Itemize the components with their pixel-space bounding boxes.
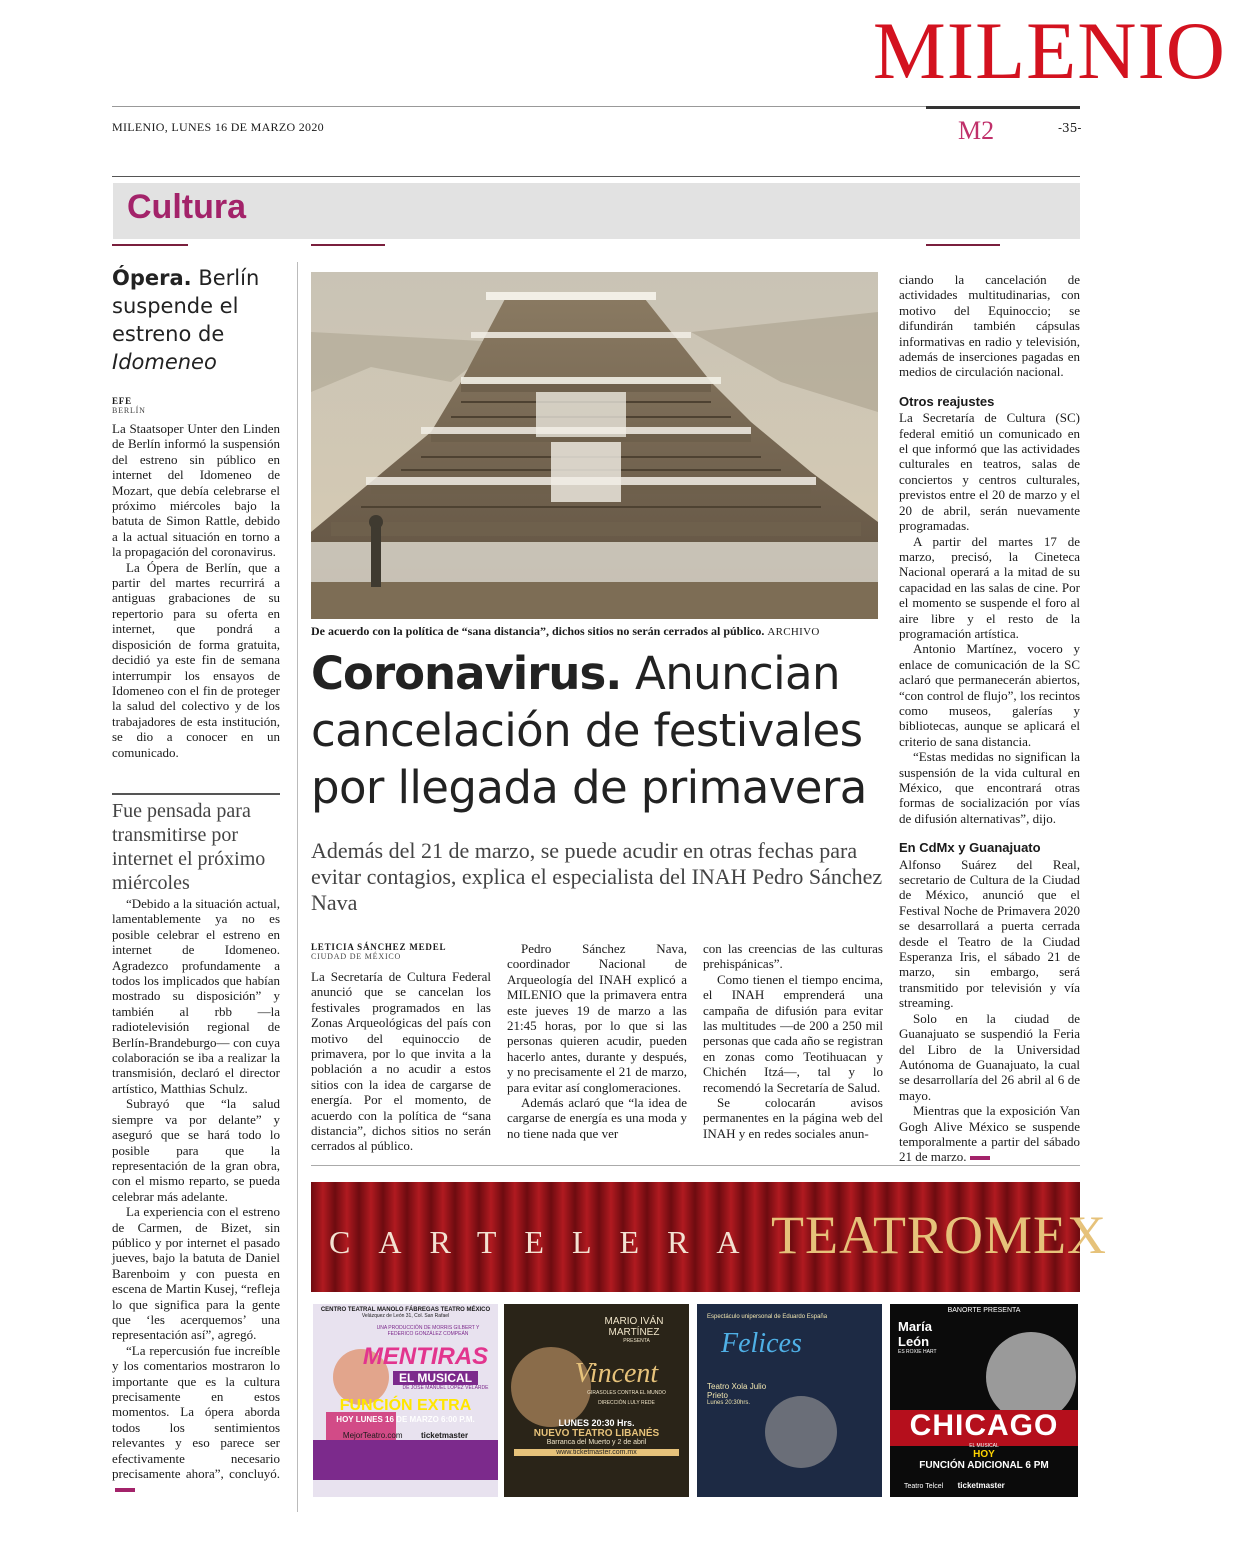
vincent-venue: NUEVO TEATRO LIBANÉS xyxy=(533,1428,660,1439)
brief-paragraph: La Ópera de Berlín, que a partir del martes recurrirá a antiguas grabaciones de su repertorio para su oferta en internet, que pondrá a disposición de forma gratuita, decidió ya este fin de semana interrumpir los ensayos de Idomeneo con el fin de proteger la salud del colectivo y de los trabajadores de esta institución, se dio a conocer en un comunicado. xyxy=(112,559,280,760)
author-city: CIUDAD DE MÉXICO xyxy=(311,952,402,961)
felices-top: Espectáculo unipersonal de Eduardo España xyxy=(707,1314,828,1320)
ad-panel-felices[interactable] xyxy=(697,1304,882,1497)
main-paragraph: La Secretaría de Cultura Federal anunció que se cancelan los festivales programados en las Zonas Arqueológicas del país con motivo del equinoccio de primavera, por lo que invita a la población a no acudir a estos sitios con la idea de cargarse de energía. Por el momento, de acuerdo con la política de “sana distancia”, dichos sitios no serán cerrados al público. xyxy=(311,969,491,1154)
brief-pullquote: Fue pensada para transmitirse por internet el próximo miércoles xyxy=(112,793,280,895)
end-mark xyxy=(970,1156,990,1160)
chicago-sponsor: BANORTE PRESENTA xyxy=(947,1307,1021,1314)
vincent-site: www.ticketmaster.com.mx xyxy=(514,1449,679,1456)
milenio-logo: MILENIO xyxy=(872,5,1226,96)
main-paragraph: La Secretaría de Cultura (SC) federal emitió un comunicado en el que informó que las actividades culturales en teatros, salas de conciertos y centros culturales, previstos entre el 20 de marzo y el 20 de abril, serán nuevamente programadas. xyxy=(899,410,1080,534)
subhead-cdmx-guanajuato: En CdMx y Guanajuato xyxy=(899,840,1041,856)
chicago-function: FUNCIÓN ADICIONAL 6 PM xyxy=(919,1460,1049,1471)
main-paragraph: A partir del martes 17 de marzo, precisó, la Cineteca Nacional operará a la mitad de su capacidad en las salas de cine. Por el momento se suspende el foro al aire libre y el resto de la programación artística. xyxy=(899,533,1080,641)
column-divider xyxy=(297,262,298,1512)
chicago-hoy: HOY xyxy=(973,1449,995,1460)
header-rule-bottom xyxy=(112,176,1080,177)
brief-paragraph: “Debido a la situación actual, lamentablemente ya no es posible celebrar el estreno en internet de Idomeneo. Agradezco profundamente a todos los implicados que habían mostrado su disposición” y también al rbb —la radiotelevisión regional de Berlín-Brandeburgo— con cuya colaboración se iba a realizar la transmisión, declaró el director artístico, Matthias Schulz. xyxy=(112,896,280,1096)
section-banner xyxy=(113,183,1080,239)
ad-panel-chicago[interactable] xyxy=(890,1304,1078,1497)
ad-cartelera: CARTELERA xyxy=(329,1224,768,1260)
main-headline xyxy=(311,645,891,816)
section-title: Cultura xyxy=(127,188,246,226)
caption-credit: ARCHIVO xyxy=(767,626,820,638)
column-rule-right xyxy=(926,244,1000,246)
mentiras-venue: CENTRO TEATRAL MANOLO FÁBREGAS TEATRO MÉXICO xyxy=(320,1307,491,1313)
main-paragraph: “Estas medidas no significan la suspensión de la vida cultural en México, que encontrará otras formas de socialización por vías de difusión alternativas”, dijo. xyxy=(899,749,1080,826)
teatromex-ad xyxy=(311,1182,1107,1497)
brief-body-bottom xyxy=(112,896,280,1497)
brief-kicker: Ópera. xyxy=(112,266,192,290)
brief-title: Berlín suspende el estreno de xyxy=(112,266,260,346)
vincent-subtitle: GIRASOLES CONTRA EL MUNDO xyxy=(587,1390,666,1396)
mentiras-extra: FUNCIÓN EXTRA xyxy=(339,1397,472,1414)
main-column-3 xyxy=(703,941,883,1141)
main-column-1 xyxy=(311,969,491,1154)
section-code: M2 xyxy=(958,116,995,145)
brief-paragraph: La experiencia con el estreno de Carmen, de Bizet, sin público y por internet el pasado jueves, bajo la batuta de Daniel Barenboim y con puesta en escena de Martin Kusej, “refleja lo que significa para la gente que ‘les acerquemos’ una representación así”, agregó. xyxy=(112,1204,280,1343)
brief-city: BERLÍN xyxy=(112,406,146,415)
ad-top-rule xyxy=(311,1165,1080,1166)
ad-panel-mentiras[interactable] xyxy=(313,1304,498,1497)
column-rule-left xyxy=(112,244,188,246)
mentiras-author: DE JOSÉ MANUEL LÓPEZ VELARDE xyxy=(402,1385,489,1391)
main-paragraph: Alfonso Suárez del Real, secretario de Cultura de la Ciudad de México, anunció que el Festival Noche de Primavera 2020 se desarrollará a puerta cerrada desde el Teatro de la Ciudad Esperanza Iris, el sábado 21 de marzo, sin embargo, será transmitido por televisión y vía streaming. xyxy=(899,856,1080,1011)
mentiras-date: HOY LUNES 16 DE MARZO 6:00 P.M. xyxy=(336,1415,475,1424)
headline-kicker: Coronavirus. xyxy=(311,647,622,700)
vincent-director: DIRECCIÓN LULY REDE xyxy=(598,1400,655,1406)
main-byline xyxy=(311,942,446,961)
mentiras-producer: UNA PRODUCCIÓN DE MORRIS GILBERT Y FEDERICO GONZÁLEZ COMPEÁN xyxy=(376,1325,480,1337)
chicago-actress: María León xyxy=(898,1319,932,1349)
chicago-venue: Teatro Telcel xyxy=(904,1483,944,1490)
vincent-time: LUNES 20:30 Hrs. xyxy=(558,1418,635,1428)
vincent-address: Barranca del Muerto y 2 de abril xyxy=(546,1439,647,1446)
edition-date: MILENIO, LUNES 16 DE MARZO 2020 xyxy=(112,120,324,134)
brief-agency: EFE xyxy=(112,396,132,406)
brief-body-top xyxy=(112,421,280,760)
chicago-subtitle: EL MUSICAL xyxy=(969,1443,999,1449)
ad-brand: TEATROMEX xyxy=(771,1205,1107,1265)
mentiras-subtitle: EL MUSICAL xyxy=(393,1371,478,1385)
brief-title-em: Idomeneo xyxy=(112,350,217,374)
mentiras-address: Velázquez de León 31, Col. San Rafael xyxy=(361,1313,450,1319)
brief-byline xyxy=(112,396,146,415)
main-column-4 xyxy=(899,272,1080,1165)
vincent-actor: MARIO IVÁN MARTÍNEZ xyxy=(604,1316,664,1338)
end-mark xyxy=(115,1488,135,1492)
header-accent xyxy=(926,106,1080,109)
pyramid-photo xyxy=(311,272,878,619)
main-dek: Además del 21 de marzo, se puede acudir en otras fechas para evitar contagios, explica el especialista del INAH Pedro Sánchez Nava xyxy=(311,838,883,915)
main-paragraph: Solo en la ciudad de Guanajuato se suspendió la Feria del Libro de la Universidad Autónoma de Guanajuato, la cual se desarrollaría del 26 abril al 6 de mayo. xyxy=(899,1010,1080,1103)
brief-paragraph: Subrayó que “la salud siempre va por delante” y aseguró que se hará todo lo posible para que la representación de la gran obra, con el mismo reparto, se pueda celebrar más adelante. xyxy=(112,1096,280,1204)
photo-caption xyxy=(311,624,891,639)
vincent-title: Vincent xyxy=(574,1358,659,1389)
chicago-title: CHICAGO xyxy=(909,1409,1059,1442)
mentiras-ticketmaster: ticketmaster xyxy=(420,1431,469,1440)
mentiras-title: MENTIRAS xyxy=(362,1343,489,1370)
subhead-otros-reajustes: Otros reajustes xyxy=(899,393,995,409)
main-paragraph: Pedro Sánchez Nava, coordinador Nacional de Arqueología del INAH explicó a MILENIO que la primavera entra este jueves 19 de marzo a las 21:45 horas, por lo que si las personas quieren acudir, pueden hacerlo antes, durante y después, y no precisamente el 21 de marzo, para evitar así conglomeraciones. xyxy=(507,941,687,1095)
pyramid-of-the-moon-image xyxy=(311,272,878,619)
vincent-presenta: PRESENTA xyxy=(623,1338,650,1344)
page-number: -35- xyxy=(1058,121,1082,135)
main-paragraph: ciando la cancelación de actividades multitudinarias, con motivo del Equinoccio; se difundirán también cápsulas informativas en radio y televisión, además de inserciones pagadas en medios de circulación nacional. xyxy=(899,272,1080,380)
felices-title: Felices xyxy=(721,1328,802,1359)
ad-panel-vincent[interactable] xyxy=(504,1304,689,1497)
main-paragraph: con las creencias de las culturas prehispánicas”. xyxy=(703,941,883,972)
main-paragraph: Además aclaró que “la idea de cargarse de energía es una moda y no tiene nada que ver xyxy=(507,1095,687,1141)
brief-paragraph: La Staatsoper Unter den Linden de Berlín informó la suspensión del estreno sin público en internet del Idomeneo de Mozart, que debía celebrarse el próximo miércoles bajo la batuta de Simon Rattle, debido a la actual situación en torno a la propagación del coronavirus. xyxy=(112,421,280,560)
caption-text: De acuerdo con la política de “sana distancia”, dichos sitios no serán cerrados al público. xyxy=(311,624,765,638)
felices-time: Lunes 20:30hrs. xyxy=(707,1400,751,1406)
author: LETICIA SÁNCHEZ MEDEL xyxy=(311,942,447,952)
main-paragraph: Como tienen el tiempo encima, el INAH emprenderá una campaña de difusión para evitar las multitudes —de 200 a 250 mil personas que cada año se registran en zonas como Teotihuacan y Chichén Itzá—, tal y lo recomendó la Secretaría de Salud. xyxy=(703,971,883,1095)
main-paragraph: Antonio Martínez, vocero y enlace de comunicación de la SC aclaró que permanecerán abiertos, “con control de flujo”, los recintos como museos, galerías y bibliotecas, aunque se aplicará el criterio de sana distancia. xyxy=(899,641,1080,749)
main-paragraph: Mientras que la exposición Van Gogh Alive México se suspende temporalmente a partir del sábado 21 de marzo. xyxy=(899,1103,1080,1165)
main-paragraph: Se colocarán avisos permanentes en la página web del INAH y en redes sociales anun- xyxy=(703,1095,883,1141)
chicago-role: ES ROXIE HART xyxy=(898,1349,937,1355)
column-rule-mid xyxy=(311,244,385,246)
brief-paragraph: “La repercusión fue increíble y los comentarios mostraron lo importante que es la cultura precisamente en estos momentos. La ópera aborda todos los sentimientos relevantes y eso parece ser efectivamente necesario precisamente ahora”, concluyó. xyxy=(112,1343,280,1497)
main-column-2 xyxy=(507,941,687,1141)
felices-venue: Teatro Xola Julio Prieto xyxy=(707,1382,767,1400)
headline-text: Anuncian cancelación de festivales por llegada de primavera xyxy=(311,647,867,814)
brief-headline xyxy=(112,264,282,376)
mentiras-site: MejorTeatro.com xyxy=(342,1431,403,1440)
chicago-ticketmaster: ticketmaster xyxy=(957,1481,1005,1490)
